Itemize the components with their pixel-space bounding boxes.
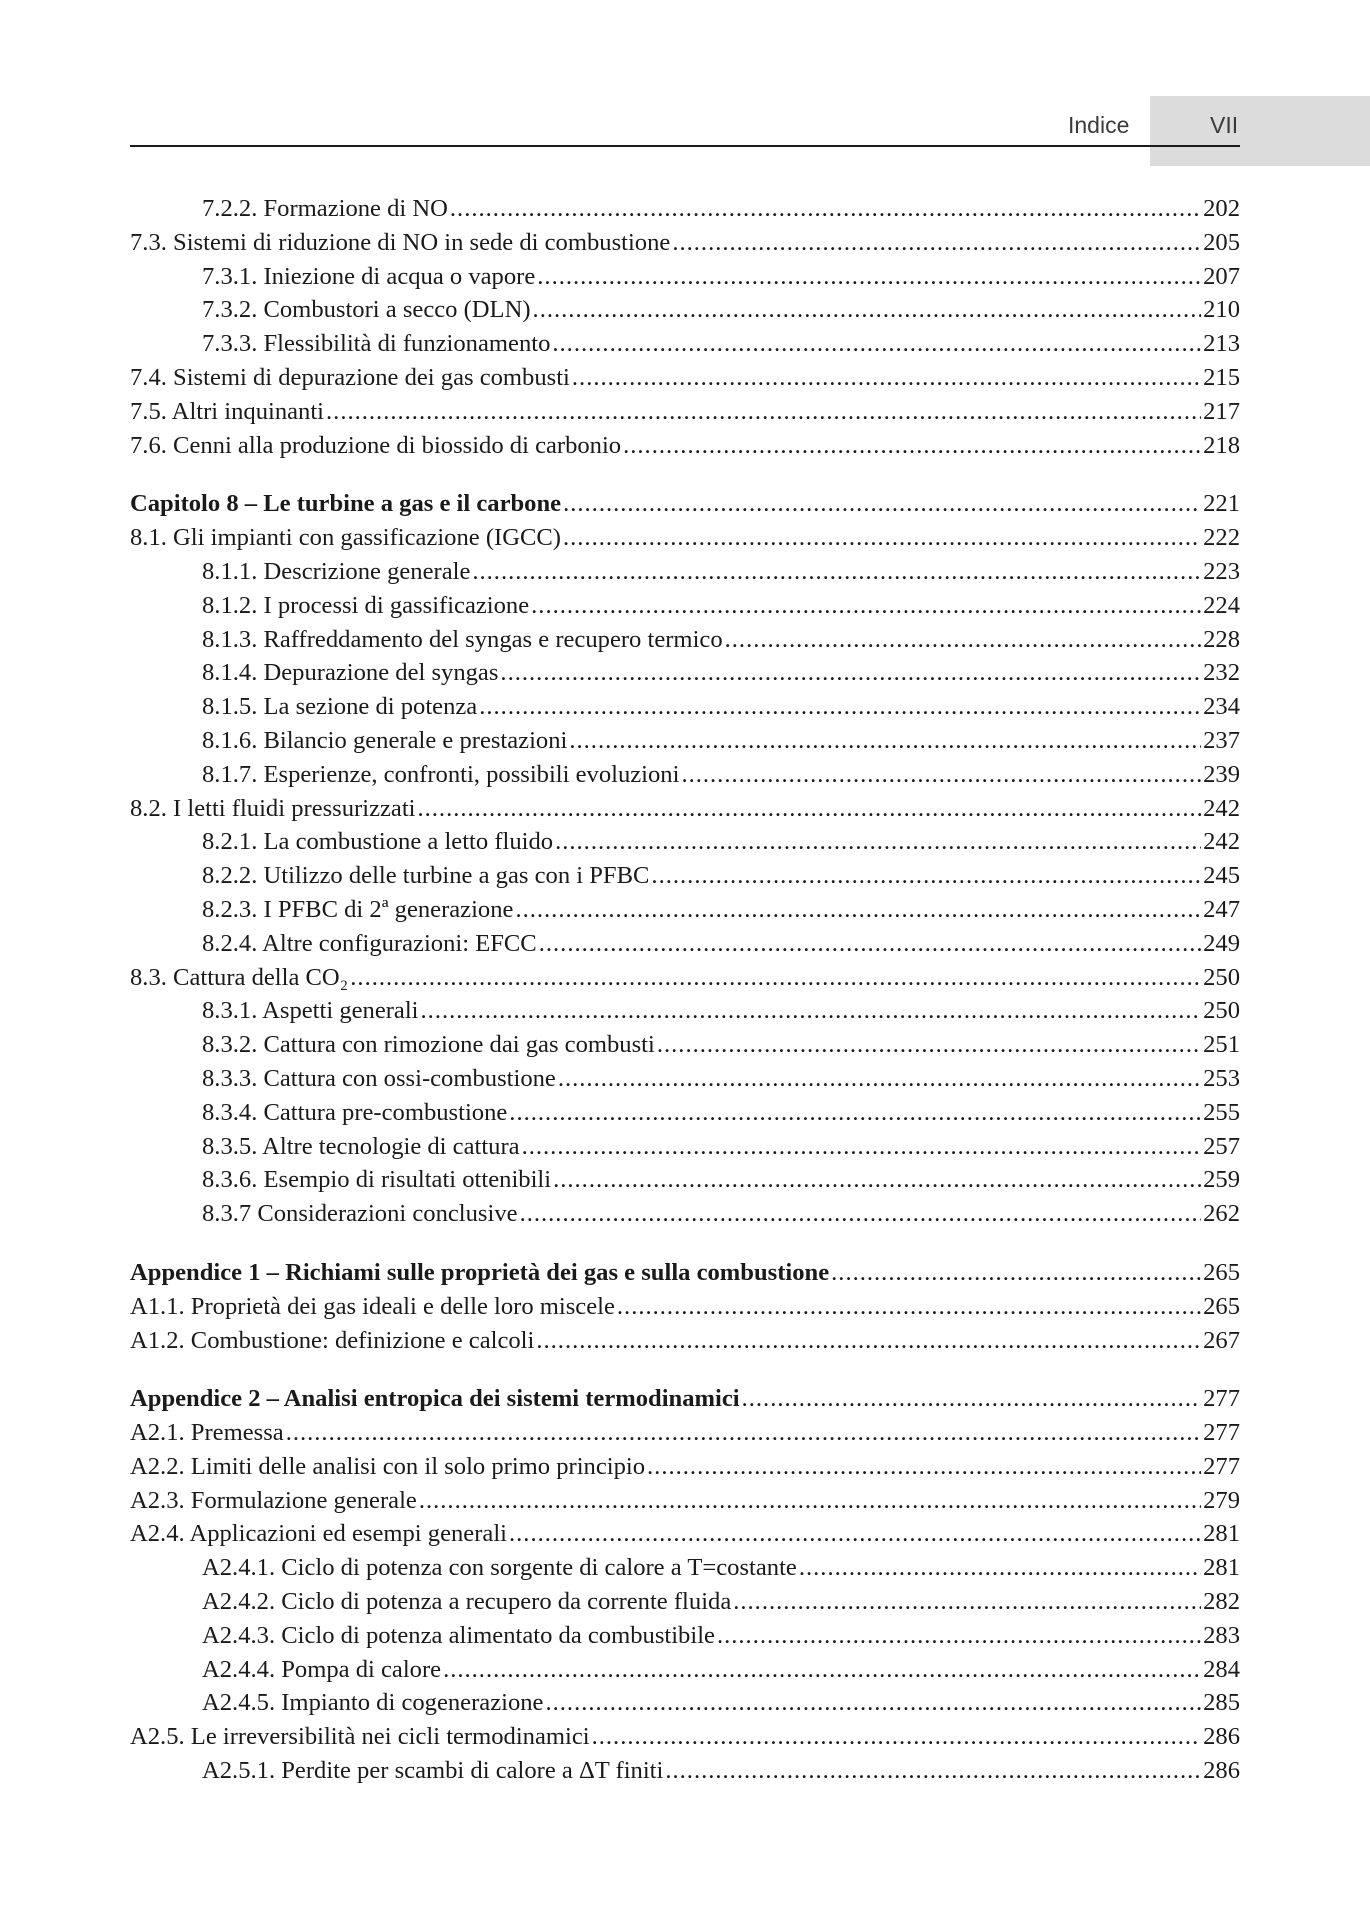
toc-entry-page: 232: [1203, 659, 1240, 687]
toc-dot-leader: [623, 429, 1201, 463]
toc-entry-title: 7.3.1. Iniezione di acqua o vapore: [202, 262, 536, 290]
toc-entry-title: Appendice 2 – Analisi entropica dei sistemi termodinamici: [130, 1385, 740, 1413]
toc-entry-page: 267: [1203, 1326, 1240, 1354]
toc-entry-page: 242: [1203, 828, 1240, 856]
toc-entry-page: 245: [1203, 862, 1240, 890]
toc-entry: [130, 1096, 1240, 1130]
toc-entry-title: 7.4. Sistemi di depurazione dei gas combusti: [130, 363, 570, 391]
toc-entry-page: 281: [1203, 1554, 1240, 1582]
toc-entry-title: A2.3. Formulazione generale: [130, 1486, 417, 1514]
toc-entry-title: 8.2. I letti fluidi pressurizzati: [130, 794, 416, 822]
toc-entry-page: 249: [1203, 929, 1240, 957]
toc-entry-title: 8.1.7. Esperienze, confronti, possibili evoluzioni: [202, 760, 680, 788]
toc-dot-leader: [421, 994, 1202, 1028]
toc-entry-title: A2.5.1. Perdite per scambi di calore a ΔT finiti: [202, 1757, 664, 1785]
toc-entry-title: 8.1.2. I processi di gassificazione: [202, 591, 530, 619]
toc-entry: [130, 724, 1240, 758]
toc-dot-leader: [742, 1382, 1202, 1416]
toc-entry: [130, 327, 1240, 361]
toc-entry: [130, 429, 1240, 463]
toc-entry-page: 218: [1203, 431, 1240, 459]
toc-entry-title: 8.1.6. Bilancio generale e prestazioni: [202, 726, 568, 754]
toc-entry: [130, 1163, 1240, 1197]
toc-entry-title: A2.4.2. Ciclo di potenza a recupero da corrente fluida: [202, 1588, 732, 1616]
toc-entry: [130, 623, 1240, 657]
toc-entry: [130, 758, 1240, 792]
toc-entry-title: 8.2.1. La combustione a letto fluido: [202, 828, 554, 856]
toc-entry-title: 7.3. Sistemi di riduzione di NO in sede di combustione: [130, 228, 671, 256]
toc-entry: [130, 1686, 1240, 1720]
toc-entry: [130, 1484, 1240, 1518]
toc-entry-page: 283: [1203, 1621, 1240, 1649]
toc-entry-title: 8.3.5. Altre tecnologie di cattura: [202, 1132, 520, 1160]
toc-entry-title: 8.3. Cattura della CO₂: [130, 963, 349, 991]
toc-dot-leader: [350, 961, 1201, 995]
toc-entry-page: 210: [1203, 296, 1240, 324]
toc-entry-title: 8.2.4. Altre configurazioni: EFCC: [202, 929, 537, 957]
toc-entry-title: A2.4.1. Ciclo di potenza con sorgente di calore a T=costante: [202, 1554, 797, 1582]
toc-entry-title: A2.1. Premessa: [130, 1419, 284, 1447]
toc-entry-page: 255: [1203, 1098, 1240, 1126]
toc-dot-leader: [479, 690, 1201, 724]
toc-chapter-entry: [130, 487, 1240, 521]
toc-entry: [130, 656, 1240, 690]
running-header-page-number: VII: [1210, 112, 1239, 138]
toc-entry-title: 8.3.7 Considerazioni conclusive: [202, 1200, 518, 1228]
toc-entry: [130, 1619, 1240, 1653]
toc-dot-leader: [651, 859, 1201, 893]
toc-entry: [130, 1130, 1240, 1164]
toc-entry: [130, 994, 1240, 1028]
toc-entry-page: 259: [1203, 1166, 1240, 1194]
header-tab: [1150, 96, 1370, 166]
toc-entry: [130, 690, 1240, 724]
toc-entry-title: 8.1.5. La sezione di potenza: [202, 693, 478, 721]
toc-entry-title: A2.4.3. Ciclo di potenza alimentato da combustibile: [202, 1621, 715, 1649]
toc-entry-page: 282: [1203, 1588, 1240, 1616]
toc-entry-page: 242: [1203, 794, 1240, 822]
toc-dot-leader: [569, 724, 1201, 758]
toc-entry-page: 223: [1203, 557, 1240, 585]
toc-dot-leader: [672, 226, 1201, 260]
toc-dot-leader: [733, 1585, 1201, 1619]
toc-entry-title: Capitolo 8 – Le turbine a gas e il carbone: [130, 490, 562, 518]
toc-dot-leader: [558, 1062, 1201, 1096]
toc-entry: [130, 361, 1240, 395]
toc-dot-leader: [536, 1324, 1201, 1358]
toc-entry-page: 286: [1203, 1757, 1240, 1785]
toc-dot-leader: [681, 758, 1201, 792]
toc-entry-title: 7.6. Cenni alla produzione di biossido di carbonio: [130, 431, 622, 459]
toc-entry-title: 8.1. Gli impianti con gassificazione (IGCC): [130, 524, 561, 552]
toc-dot-leader: [509, 1096, 1201, 1130]
toc-dot-leader: [647, 1450, 1201, 1484]
toc-entry-page: 265: [1203, 1258, 1240, 1286]
toc-entry-page: 250: [1203, 997, 1240, 1025]
toc-entry: [130, 961, 1240, 995]
toc-entry-title: 7.2.2. Formazione di NO: [202, 195, 448, 222]
table-of-contents: [130, 192, 1240, 1788]
toc-dot-leader: [563, 521, 1201, 555]
toc-entry: [130, 395, 1240, 429]
toc-entry: [130, 893, 1240, 927]
toc-dot-leader: [520, 1197, 1202, 1231]
toc-entry-page: 251: [1203, 1031, 1240, 1059]
toc-entry-page: 277: [1203, 1452, 1240, 1480]
toc-entry-page: 284: [1203, 1655, 1240, 1683]
toc-entry-page: 221: [1203, 490, 1240, 518]
toc-entry-page: 265: [1203, 1292, 1240, 1320]
toc-dot-leader: [450, 192, 1201, 226]
toc-dot-leader: [717, 1619, 1201, 1653]
toc-entry: [130, 589, 1240, 623]
toc-entry-title: 7.3.3. Flessibilità di funzionamento: [202, 330, 551, 358]
toc-dot-leader: [665, 1754, 1201, 1788]
toc-dot-leader: [537, 260, 1201, 294]
toc-entry-page: 205: [1203, 228, 1240, 256]
toc-entry-title: A2.4.4. Pompa di calore: [202, 1655, 442, 1683]
header-rule: [130, 145, 1240, 147]
toc-entry-page: 239: [1203, 760, 1240, 788]
running-header-section: Indice: [1068, 112, 1130, 138]
toc-dot-leader: [472, 555, 1201, 589]
toc-entry-page: 228: [1203, 625, 1240, 653]
toc-entry: [130, 1028, 1240, 1062]
toc-dot-leader: [657, 1028, 1201, 1062]
toc-dot-leader: [725, 623, 1201, 657]
toc-entry-page: 286: [1203, 1723, 1240, 1751]
toc-dot-leader: [552, 327, 1201, 361]
toc-entry: [130, 1754, 1240, 1788]
toc-dot-leader: [286, 1416, 1201, 1450]
toc-dot-leader: [531, 589, 1201, 623]
toc-entry-title: 8.3.6. Esempio di risultati ottenibili: [202, 1166, 552, 1194]
toc-entry: [130, 1416, 1240, 1450]
toc-entry: [130, 192, 1240, 226]
toc-entry-page: 207: [1203, 262, 1240, 290]
toc-entry: [130, 226, 1240, 260]
toc-entry-title: 8.1.1. Descrizione generale: [202, 557, 471, 585]
toc-entry: [130, 555, 1240, 589]
toc-entry: [130, 1517, 1240, 1551]
toc-entry-title: 7.5. Altri inquinanti: [130, 397, 325, 425]
toc-entry-page: 285: [1203, 1689, 1240, 1717]
toc-entry-page: 253: [1203, 1064, 1240, 1092]
toc-entry-title: A2.2. Limiti delle analisi con il solo primo principio: [130, 1452, 646, 1480]
toc-entry-page: 277: [1203, 1419, 1240, 1447]
toc-dot-leader: [443, 1653, 1201, 1687]
toc-entry-page: 213: [1203, 330, 1240, 358]
toc-entry: [130, 825, 1240, 859]
toc-entry-title: 8.3.1. Aspetti generali: [202, 997, 419, 1025]
toc-entry-page: 237: [1203, 726, 1240, 754]
toc-entry: [130, 1720, 1240, 1754]
toc-entry-title: A1.1. Proprietà dei gas ideali e delle loro miscele: [130, 1292, 615, 1320]
toc-entry-title: Appendice 1 – Richiami sulle proprietà dei gas e sulla combustione: [130, 1258, 830, 1286]
toc-entry-page: 247: [1203, 895, 1240, 923]
toc-entry-page: 202: [1203, 195, 1240, 222]
toc-dot-leader: [326, 395, 1201, 429]
toc-entry-page: 257: [1203, 1132, 1240, 1160]
toc-entry-page: 224: [1203, 591, 1240, 619]
toc-entry: [130, 1290, 1240, 1324]
toc-entry: [130, 1062, 1240, 1096]
toc-entry: [130, 1324, 1240, 1358]
toc-dot-leader: [553, 1163, 1201, 1197]
toc-entry: [130, 792, 1240, 826]
toc-dot-leader: [522, 1130, 1202, 1164]
toc-entry: [130, 1653, 1240, 1687]
toc-entry: [130, 1551, 1240, 1585]
toc-dot-leader: [539, 927, 1201, 961]
toc-entry-title: A2.4.5. Impianto di cogenerazione: [202, 1689, 544, 1717]
toc-dot-leader: [555, 825, 1201, 859]
toc-entry: [130, 927, 1240, 961]
toc-dot-leader: [515, 893, 1201, 927]
toc-entry: [130, 260, 1240, 294]
toc-entry-title: A2.5. Le irreversibilità nei cicli termodinamici: [130, 1723, 590, 1751]
toc-entry-page: 281: [1203, 1520, 1240, 1548]
toc-entry-page: 277: [1203, 1385, 1240, 1413]
toc-entry-page: 234: [1203, 693, 1240, 721]
toc-dot-leader: [509, 1517, 1201, 1551]
toc-entry-page: 222: [1203, 524, 1240, 552]
toc-dot-leader: [831, 1256, 1201, 1290]
toc-chapter-entry: [130, 1382, 1240, 1416]
toc-entry-title: 8.1.4. Depurazione del syngas: [202, 659, 499, 687]
toc-entry: [130, 521, 1240, 555]
toc-dot-leader: [545, 1686, 1201, 1720]
toc-dot-leader: [592, 1720, 1202, 1754]
toc-dot-leader: [572, 361, 1201, 395]
toc-entry: [130, 859, 1240, 893]
toc-dot-leader: [563, 487, 1201, 521]
toc-entry-title: A1.2. Combustione: definizione e calcoli: [130, 1326, 535, 1354]
toc-dot-leader: [533, 293, 1202, 327]
toc-entry-title: A2.4. Applicazioni ed esempi generali: [130, 1520, 507, 1548]
toc-chapter-entry: [130, 1256, 1240, 1290]
toc-entry-page: 250: [1203, 963, 1240, 991]
toc-entry: [130, 293, 1240, 327]
toc-entry-title: 8.3.3. Cattura con ossi-combustione: [202, 1064, 556, 1092]
toc-entry-title: 8.2.2. Utilizzo delle turbine a gas con i PFBC: [202, 862, 650, 890]
toc-dot-leader: [500, 656, 1201, 690]
toc-entry: [130, 1197, 1240, 1231]
toc-entry-title: 8.3.2. Cattura con rimozione dai gas combusti: [202, 1031, 655, 1059]
toc-dot-leader: [799, 1551, 1201, 1585]
toc-entry-title: 7.3.2. Combustori a secco (DLN): [202, 296, 531, 324]
toc-dot-leader: [419, 1484, 1201, 1518]
toc-entry: [130, 1585, 1240, 1619]
toc-dot-leader: [617, 1290, 1201, 1324]
toc-entry-title: 8.3.4. Cattura pre-combustione: [202, 1098, 508, 1126]
toc-entry-page: 215: [1203, 363, 1240, 391]
toc-entry-title: 8.1.3. Raffreddamento del syngas e recupero termico: [202, 625, 723, 653]
toc-entry-page: 262: [1203, 1200, 1240, 1228]
toc-entry-title: 8.2.3. I PFBC di 2ª generazione: [202, 895, 514, 923]
toc-entry: [130, 1450, 1240, 1484]
toc-entry-page: 217: [1203, 397, 1240, 425]
toc-dot-leader: [417, 792, 1201, 826]
toc-entry-page: 279: [1203, 1486, 1240, 1514]
